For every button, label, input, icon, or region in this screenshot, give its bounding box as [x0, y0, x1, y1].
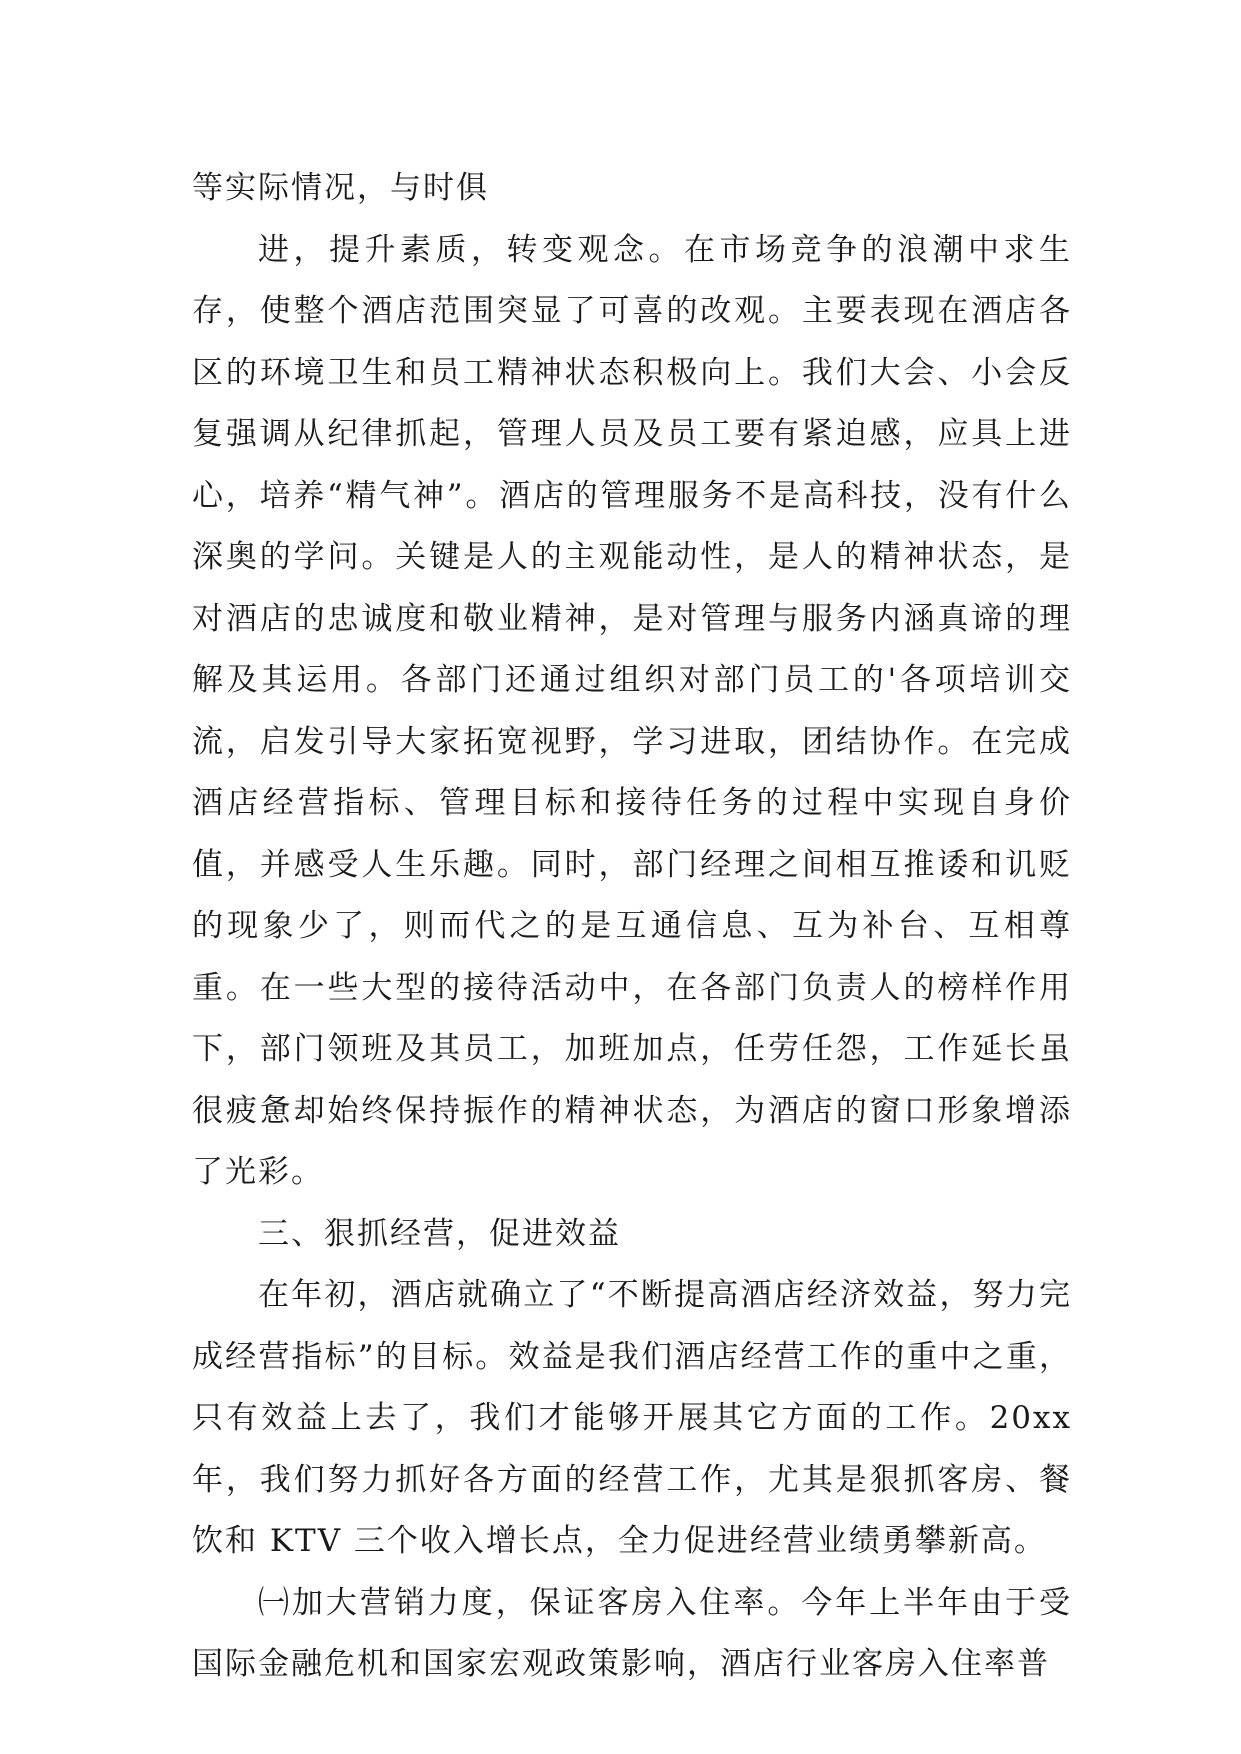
document-body: [192, 158, 1072, 1696]
paragraph-marketing: ㈠加大营销力度，保证客房入住率。今年上半年由于受国际金融危机和国家宏观政策影响，酒店行业客房入住率普: [192, 1584, 1072, 1682]
paragraph-spirit: 进，提升素质，转变观念。在市场竞争的浪潮中求生存，使整个酒店范围突显了可喜的改观。主要表现在酒店各区的环境卫生和员工精神状态积极向上。我们大会、小会反复强调从纪律抓起，管理人员及员工要有紧迫感，应具上进心，培养“精气神”。酒店的管理服务不是高科技，没有什么深奥的学问。关键是人的主观能动性，是人的精神状态，是对酒店的忠诚度和敬业精神，是对管理与服务内涵真谛的理解及其运用。各部门还通过组织对部门员工的'各项培训交流，启发引导大家拓宽视野，学习进取，团结协作。在完成酒店经营指标、管理目标和接待任务的过程中实现自身价值，并感受人生乐趣。同时，部门经理之间相互推诿和讥贬的现象少了，则而代之的是互通信息、互为补台、互相尊重。在一些大型的接待活动中，在各部门负责人的榜样作用下，部门领班及其员工，加班加点，任劳任怨，工作延长虽很疲惫却始终保持振作的精神状态，为酒店的窗口形象增添了光彩。: [192, 231, 1072, 1190]
section-heading: 三、狠抓经营，促进效益: [258, 1215, 621, 1252]
paragraph-goals: 在年初，酒店就确立了“不断提高酒店经济效益，努力完成经营指标”的目标。效益是我们酒店经营工作的重中之重，只有效益上去了，我们才能够开展其它方面的工作。20xx年，我们努力抓好各方面的经营工作，尤其是狠抓客房、餐饮和 KTV 三个收入增长点，全力促进经营业绩勇攀新高。: [192, 1277, 1072, 1559]
paragraph-continuation: 等实际情况，与时俱: [192, 170, 489, 206]
